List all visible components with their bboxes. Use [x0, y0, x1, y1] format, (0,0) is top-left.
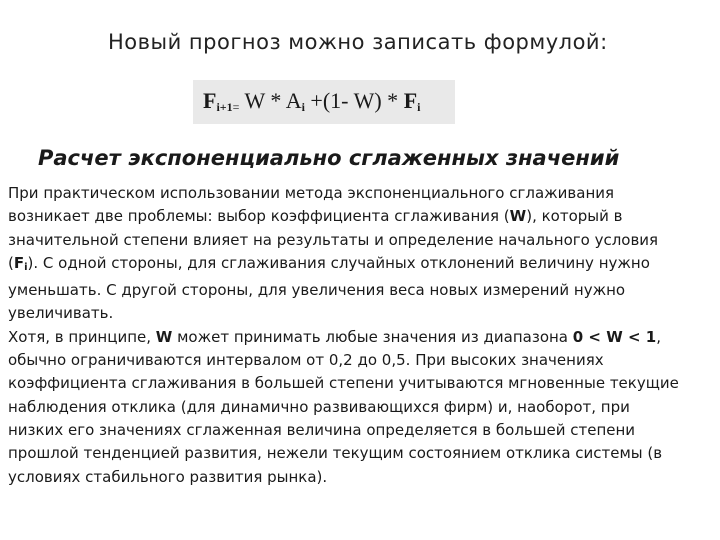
formula-f: F [403, 88, 418, 113]
body-text-run: ( [8, 253, 14, 272]
body-text-run: Хотя, в принципе, [8, 327, 156, 346]
formula-w: W [244, 88, 265, 113]
formula-f-subscript: i [417, 100, 421, 114]
body-line: уменьшать. С другой стороны, для увеличения веса новых измерений нужно [8, 281, 626, 300]
formula-lhs-subscript: i+1 [216, 100, 233, 114]
body-bold-f: F [13, 253, 25, 272]
body-text-run: может принимать любые значения из диапазона [172, 327, 573, 346]
body-line: условиях стабильного развития рынка). [8, 467, 328, 486]
body-line [8, 326, 718, 349]
body-line: увеличивать. [8, 304, 114, 323]
formula-a-subscript: i [301, 100, 305, 114]
body-line: обычно ограничиваются интервалом от 0,2 до 0,5. При высоких значениях [8, 351, 604, 370]
formula-mid: +(1- W) * [304, 88, 404, 113]
body-text-run: ), который в [526, 207, 623, 226]
body-line: наблюдения отклика (для динамично развивающихся фирм) и, наоборот, при [8, 397, 630, 416]
body-text-run: , [656, 327, 661, 346]
slide-title: Новый прогноз можно записать формулой: [108, 30, 608, 54]
body-paragraph [8, 182, 718, 489]
body-bold-range: 0 < W < 1 [572, 327, 657, 346]
body-line: коэффициента сглаживания в большей степени учитываются мгновенные текущие [8, 374, 679, 393]
body-bold-w: W [509, 207, 527, 226]
body-line: прошлой тенденцией развития, нежели текущим состоянием отклика системы (в [8, 444, 663, 463]
formula-equals: = [232, 100, 240, 114]
formula-op1: * [264, 88, 286, 113]
body-subscript-i: i [24, 261, 28, 273]
forecast-formula [203, 88, 420, 115]
body-text-run: ). С одной стороны, для сглаживания случайных отклонений величину нужно [27, 253, 650, 272]
section-heading: Расчет экспоненциально сглаженных значений [38, 146, 620, 170]
body-line [8, 252, 718, 279]
body-bold-w: W [155, 327, 173, 346]
body-line: низких его значениях сглаженная величина определяется в большей степени [8, 420, 636, 439]
body-line [8, 205, 718, 228]
formula-lhs: F [203, 88, 217, 113]
formula-a: A [285, 88, 302, 113]
body-text-run: возникает две проблемы: выбор коэффициента сглаживания ( [8, 207, 510, 226]
body-line: При практическом использовании метода экспоненциального сглаживания [8, 184, 615, 202]
body-line: значительной степени влияет на результаты и определение начального условия [8, 230, 659, 249]
